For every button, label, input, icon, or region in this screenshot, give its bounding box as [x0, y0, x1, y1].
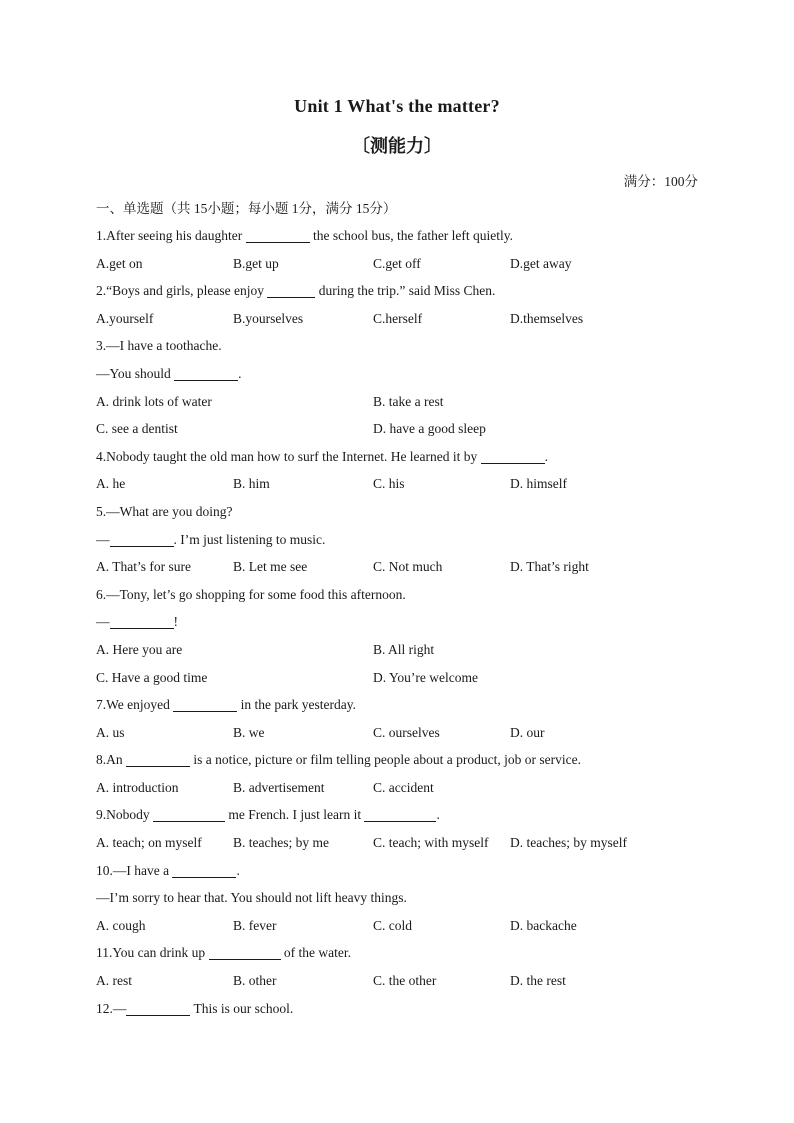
option-b: B. advertisement	[233, 779, 325, 795]
question-11-stem-b: of the water.	[280, 945, 351, 961]
answer-blank	[267, 282, 315, 298]
option-d: D. himself	[510, 476, 567, 492]
option-c: C. cold	[373, 917, 412, 933]
option-a: A. cough	[96, 917, 146, 933]
question-10	[96, 857, 706, 885]
question-3-stem-b: .	[238, 365, 242, 381]
question-10-reply: —I’m sorry to hear that. You should not lift heavy things.	[96, 890, 407, 906]
answer-blank	[110, 613, 174, 629]
question-1-options	[96, 250, 706, 278]
full-score: 满分：100分	[623, 174, 698, 189]
question-9	[96, 801, 706, 829]
question-11-options	[96, 967, 706, 995]
answer-blank	[126, 751, 190, 767]
question-8-stem-a: 8.An	[96, 752, 126, 768]
question-6-stem-b: !	[173, 614, 178, 630]
question-12	[96, 995, 706, 1023]
question-5-stem-b: . I’m just listening to music.	[173, 531, 326, 547]
option-d: D. That’s right	[510, 559, 589, 575]
answer-blank	[153, 806, 225, 822]
answer-blank	[364, 806, 436, 822]
question-5-stem-a: —	[96, 531, 110, 547]
option-c: C.herself	[373, 310, 423, 326]
answer-blank	[174, 365, 238, 381]
question-12-stem-a: 12.—	[96, 1000, 127, 1016]
option-a: A. Here you are	[96, 641, 183, 657]
question-list	[96, 222, 706, 1022]
answer-blank	[110, 531, 174, 547]
question-6	[96, 608, 706, 636]
question-12-stem-b: This is our school.	[190, 1000, 294, 1016]
question-10-options	[96, 912, 706, 940]
option-a: A. teach; on myself	[96, 835, 202, 851]
question-3-stem-a: —You should	[96, 365, 175, 381]
question-8-options	[96, 774, 706, 802]
option-c: C. accident	[373, 779, 434, 795]
option-c: C. ourselves	[373, 724, 440, 740]
question-3-prompt: 3.—I have a toothache.	[96, 338, 222, 354]
question-4-stem-a: 4.Nobody taught the old man how to surf the Internet. He learned it by	[96, 448, 481, 464]
question-11	[96, 939, 706, 967]
option-c: C. the other	[373, 973, 437, 989]
question-2-stem-b: during the trip.” said Miss Chen.	[315, 283, 496, 299]
option-a: A. introduction	[96, 779, 179, 795]
question-1-stem-a: 1.After seeing his daughter	[96, 228, 246, 243]
option-d: D. You’re welcome	[373, 669, 478, 685]
option-d: D. the rest	[510, 973, 566, 989]
answer-blank	[481, 448, 545, 464]
section-heading: 一、单选题（共 15小题；每小题 1分，满分 15分）	[96, 201, 397, 216]
answer-blank	[172, 862, 236, 878]
option-a: A. drink lots of water	[96, 393, 212, 409]
option-d: D. our	[510, 724, 545, 740]
question-11-stem-a: 11.You can drink up	[96, 945, 209, 961]
question-9-stem-a: 9.Nobody	[96, 807, 153, 823]
question-9-stem-c: .	[436, 807, 440, 823]
option-d: D. teaches; by myself	[510, 835, 627, 851]
answer-blank	[173, 696, 237, 712]
question-5-options	[96, 553, 706, 581]
question-9-stem-b: me French. I just learn it	[225, 807, 365, 823]
question-10-stem-a: 10.—I have a	[96, 862, 173, 878]
question-8	[96, 746, 706, 774]
question-2-options	[96, 305, 706, 333]
question-2-stem-a: 2.“Boys and girls, please enjoy	[96, 283, 268, 299]
answer-blank	[209, 944, 281, 960]
option-a: A. he	[96, 476, 126, 492]
option-b: B. other	[233, 973, 277, 989]
option-c: C. Have a good time	[96, 669, 208, 685]
option-b: B. fever	[233, 917, 277, 933]
question-6-prompt: 6.—Tony, let’s go shopping for some food this afternoon.	[96, 586, 406, 602]
question-7-stem-a: 7.We enjoyed	[96, 697, 174, 713]
option-a: A. rest	[96, 973, 132, 989]
question-3-options-row2	[96, 415, 706, 443]
question-6-stem-a: —	[96, 614, 110, 630]
option-d: D. backache	[510, 917, 577, 933]
option-a: A.get on	[96, 255, 143, 271]
question-6-options-row1	[96, 636, 706, 664]
question-3	[96, 360, 706, 388]
option-a: A.yourself	[96, 310, 154, 326]
question-7-options	[96, 719, 706, 747]
option-c: C. teach; with myself	[373, 835, 489, 851]
question-7	[96, 691, 706, 719]
question-4-stem-b: .	[544, 448, 549, 464]
option-b: B. we	[233, 724, 265, 740]
option-a: A. us	[96, 724, 125, 740]
option-b: B. take a rest	[373, 393, 444, 409]
option-b: B. Let me see	[233, 559, 308, 575]
question-9-options	[96, 829, 706, 857]
question-2	[96, 277, 706, 305]
question-1	[96, 222, 706, 250]
option-c: C. his	[373, 476, 405, 492]
option-c: C.get off	[373, 255, 421, 271]
option-d: D.themselves	[510, 310, 584, 326]
option-c: C. see a dentist	[96, 421, 178, 437]
answer-blank	[246, 227, 310, 243]
question-5	[96, 526, 706, 554]
question-4	[96, 443, 706, 471]
question-7-stem-b: in the park yesterday.	[237, 697, 356, 713]
question-10-stem-b: .	[236, 862, 240, 878]
page-subtitle: 〔测能力〕	[352, 136, 442, 156]
option-b: B.get up	[233, 255, 279, 271]
question-6-options-row2	[96, 664, 706, 692]
question-1-stem-b: the school bus, the father left quietly.	[309, 228, 514, 243]
question-8-stem-b: is a notice, picture or film telling people about a product, job or service.	[190, 752, 582, 768]
option-d: D.get away	[510, 255, 572, 271]
answer-blank	[126, 1000, 190, 1016]
question-5-prompt: 5.—What are you doing?	[96, 503, 233, 519]
question-4-options	[96, 470, 706, 498]
option-b: B. teaches; by me	[233, 835, 329, 851]
option-b: B. All right	[373, 641, 435, 657]
option-a: A. That’s for sure	[96, 559, 191, 575]
page-title: Unit 1 What's the matter?	[294, 96, 500, 116]
option-c: C. Not much	[373, 559, 443, 575]
question-3-options-row1	[96, 388, 706, 416]
option-b: B.yourselves	[233, 310, 304, 326]
option-d: D. have a good sleep	[373, 421, 486, 437]
option-b: B. him	[233, 476, 270, 492]
